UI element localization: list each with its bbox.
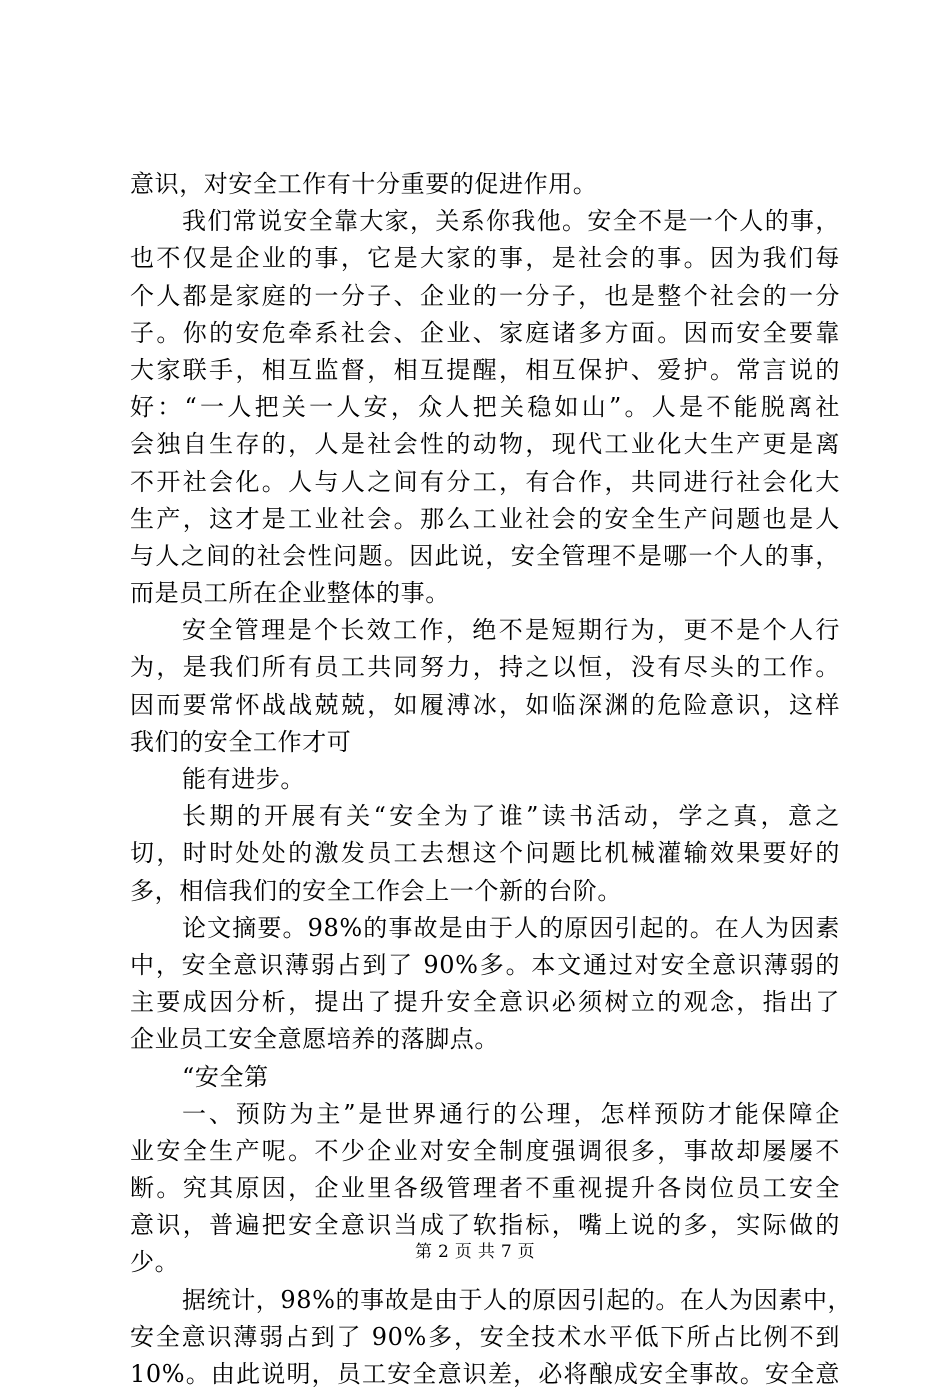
text-line: 不开社会化。人与人之间有分工，有合作，共同进行社会化大 <box>130 467 840 496</box>
document-body <box>130 166 853 1393</box>
text-line: 与人之间的社会性问题。因此说，安全管理不是哪一个人的事， <box>130 541 840 570</box>
text-line: 能有进步。 <box>182 765 305 793</box>
text-line: 子。你的安危牵系社会、企业、家庭诸多方面。因而安全要靠 <box>130 318 840 347</box>
text-line: 长期的开展有关“安全为了谁”读书活动，学之真，意之 <box>182 802 840 831</box>
text-line: 安全意识薄弱占到了 90%多，安全技术水平低下所占比例不到 <box>130 1322 840 1351</box>
text-line: 据统计，98%的事故是由于人的原因引起的。在人为因素中， <box>182 1285 853 1314</box>
text-line: 大家联手，相互监督，相互提醒，相互保护、爱护。常言说的 <box>130 355 840 384</box>
text-line: 少。 <box>130 1248 180 1277</box>
text-line: 多，相信我们的安全工作会上一个新的台阶。 <box>130 876 622 905</box>
text-line: 中，安全意识薄弱占到了 90%多。本文通过对安全意识薄弱的 <box>130 950 840 979</box>
text-line: 业安全生产呢。不少企业对安全制度强调很多，事故却屡屡不 <box>130 1136 840 1165</box>
text-line: 会独自生存的，人是社会性的动物，现代工业化大生产更是离 <box>130 430 840 459</box>
text-line: 好：“一人把关一人安，众人把关稳如山”。人是不能脱离社 <box>130 393 840 422</box>
text-line: 切，时时处处的激发员工去想这个问题比机械灌输效果要好的 <box>130 839 840 868</box>
text-line: 安全管理是个长效工作，绝不是短期行为，更不是个人行 <box>182 616 840 645</box>
text-line: 而是员工所在企业整体的事。 <box>130 579 450 608</box>
text-line: 因而要常怀战战兢兢，如履溥冰，如临深渊的危险意识，这样 <box>130 690 840 719</box>
text-line: 意识，普遍把安全意识当成了软指标，嘴上说的多，实际做的 <box>130 1211 840 1240</box>
text-line: 10%。由此说明，员工安全意识差，必将酿成安全事故。安全意 <box>130 1360 840 1388</box>
text-line: 论文摘要。98%的事故是由于人的原因引起的。在人为因素 <box>182 913 840 942</box>
text-line: 为，是我们所有员工共同努力，持之以恒，没有尽头的工作。 <box>130 653 840 682</box>
text-line: 我们的安全工作才可 <box>130 727 352 756</box>
text-line: 一、预防为主”是世界通行的公理，怎样预防才能保障企 <box>182 1099 840 1128</box>
text-line: 生产，这才是工业社会。那么工业社会的安全生产问题也是人 <box>130 504 840 533</box>
text-line: 意识，对安全工作有十分重要的促进作用。 <box>130 170 598 198</box>
text-line: 企业员工安全意愿培养的落脚点。 <box>130 1025 499 1054</box>
text-line: 也不仅是企业的事，它是大家的事，是社会的事。因为我们每 <box>130 244 840 273</box>
text-line: 个人都是家庭的一分子、企业的一分子，也是整个社会的一分 <box>130 281 840 310</box>
text-line: 我们常说安全靠大家，关系你我他。安全不是一个人的事， <box>182 207 840 236</box>
page-footer: 第 2 页 共 7 页 <box>415 1242 535 1262</box>
text-line: 主要成因分析，提出了提升安全意识必须树立的观念，指出了 <box>130 988 840 1017</box>
text-line: “安全第 <box>182 1062 269 1091</box>
text-line: 断。究其原因，企业里各级管理者不重视提升各岗位员工安全 <box>130 1174 840 1203</box>
